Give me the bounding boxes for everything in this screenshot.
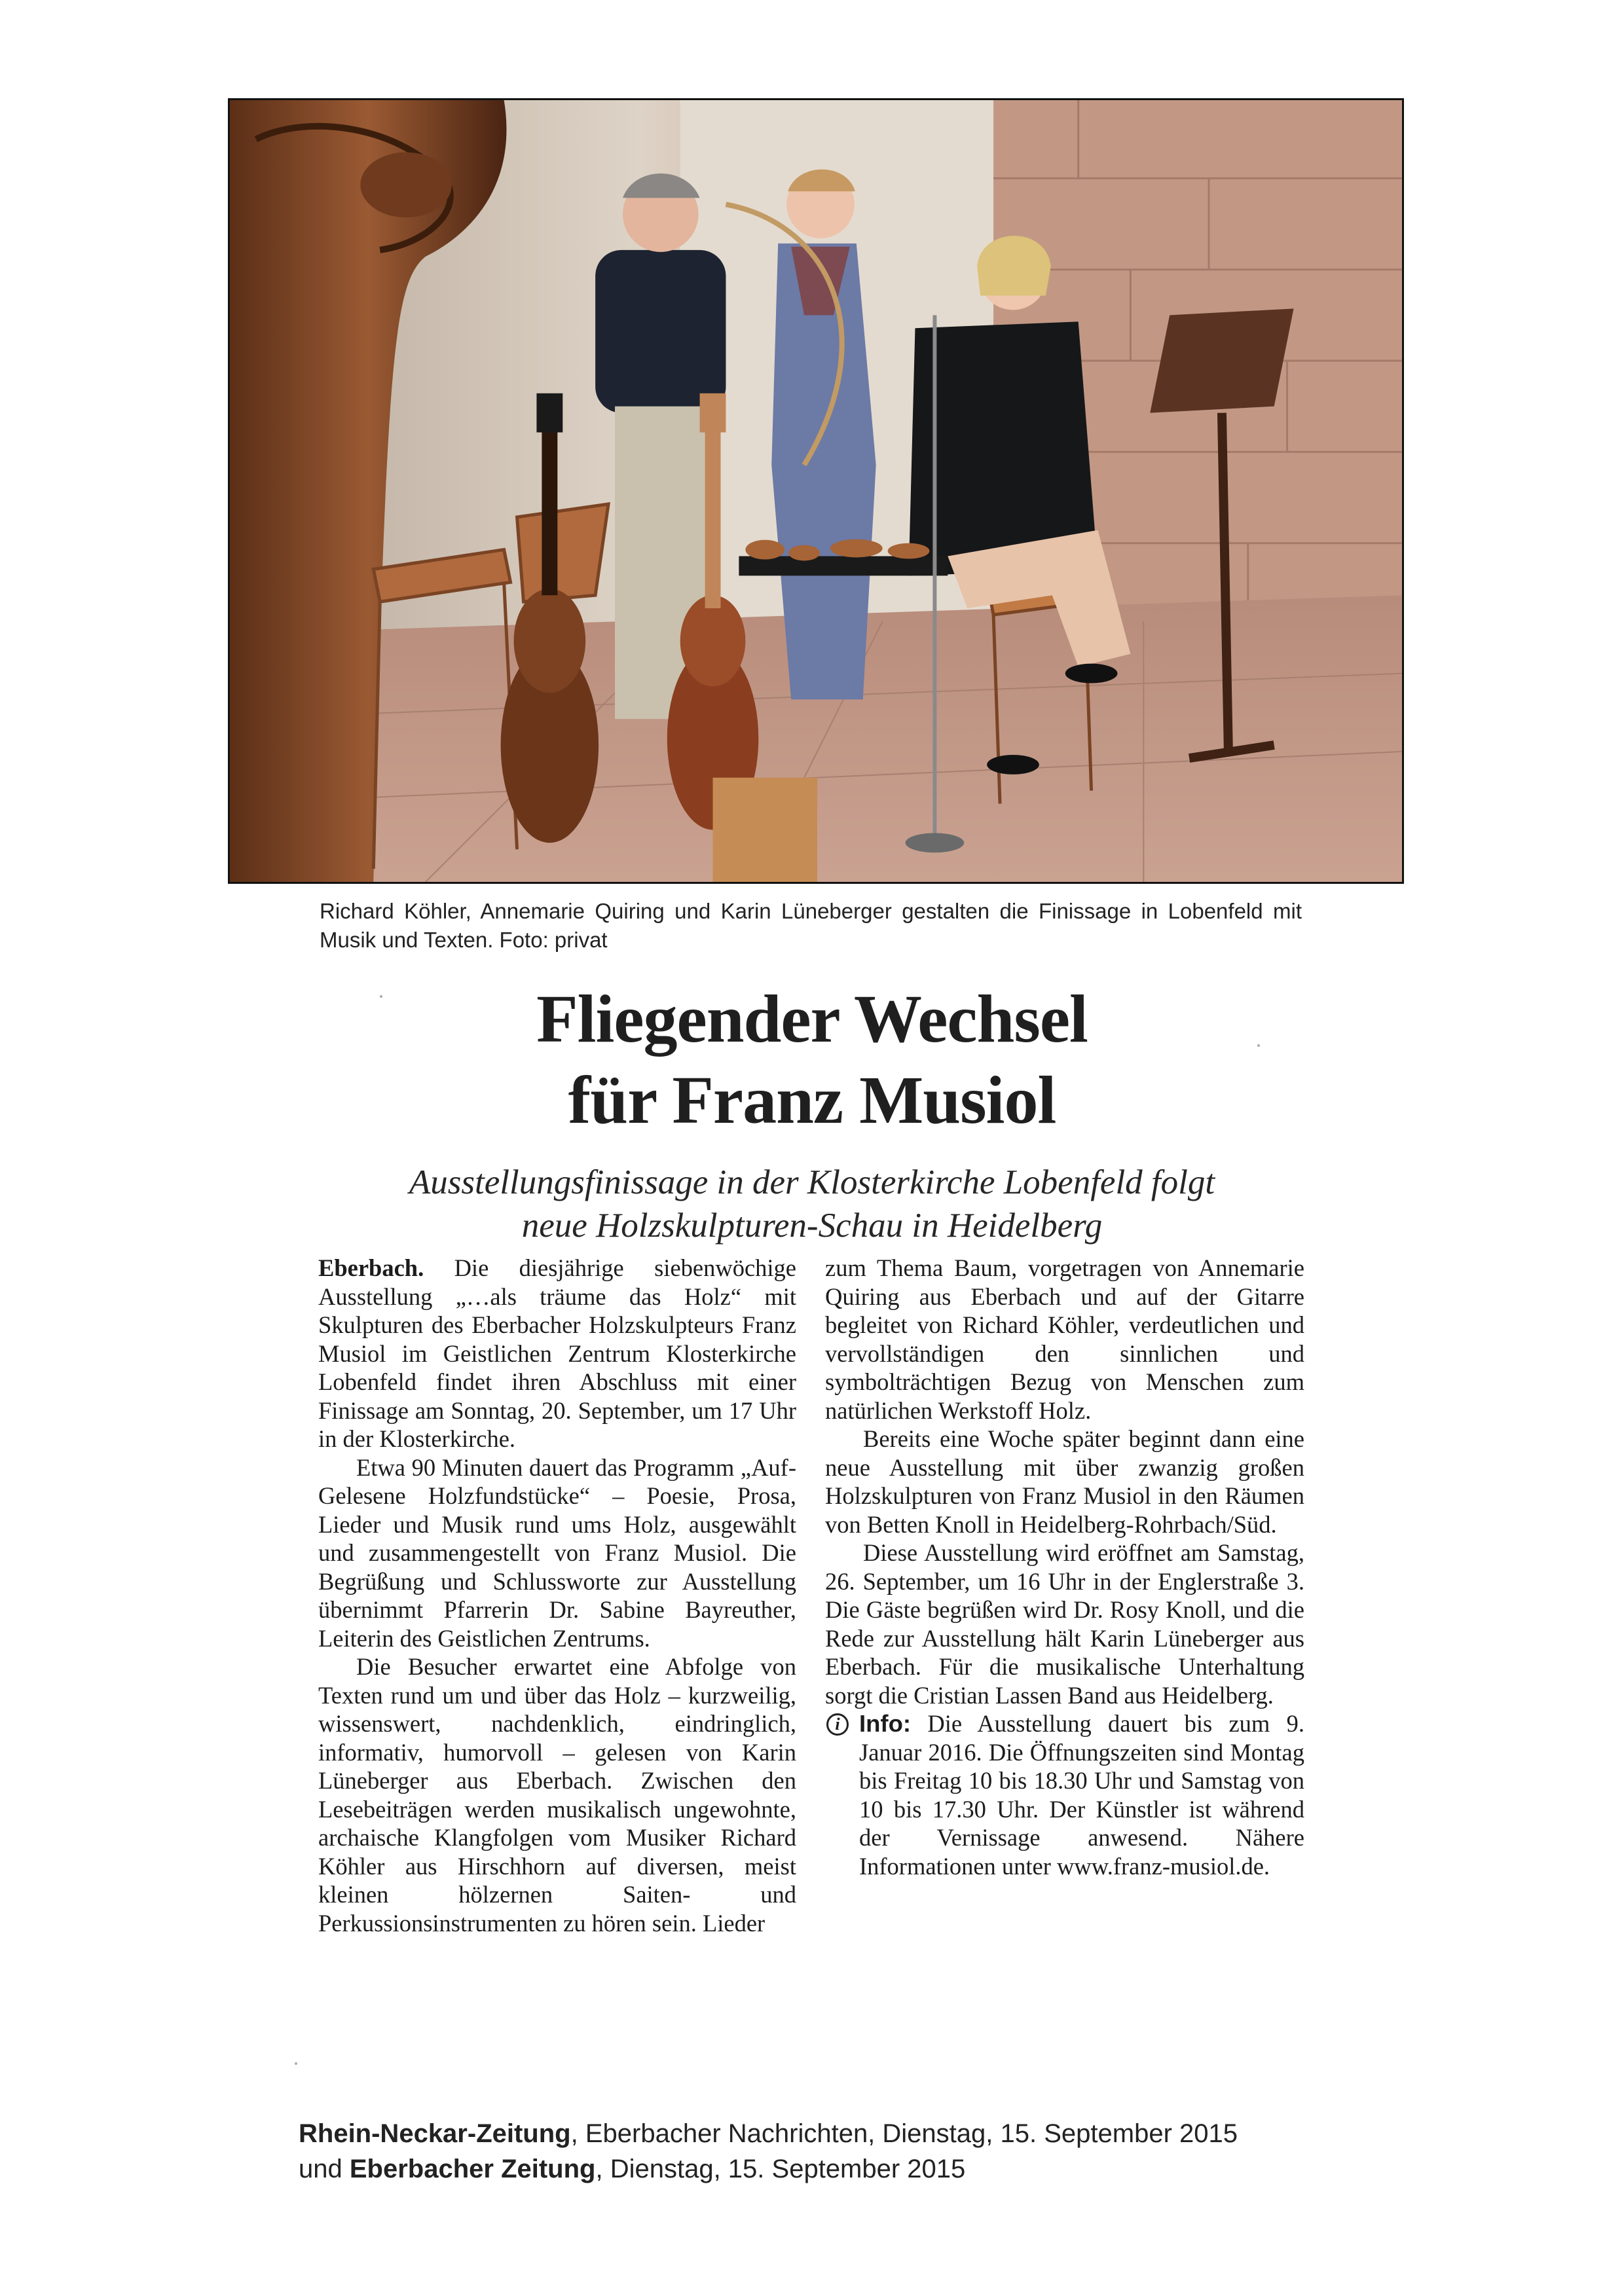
paragraph-1-text: Die diesjährige siebenwöchige Ausstellung „…als träume das Holz“ mit Skulpturen des Eberbacher Holzskulpteurs Franz Musiol im Geistlichen Zentrum Klosterkirche Lobenfeld findet ihren Abschluss mit einer Finissage am Sonntag, 20. September, um 17 Uhr in der Klosterkirche. bbox=[318, 1254, 796, 1452]
source-paper-2: Eberbacher Zeitung bbox=[349, 2155, 596, 2183]
source-line-1 bbox=[299, 2116, 1399, 2151]
photo-caption: Richard Köhler, Annemarie Quiring und Karin Lüneberger gestalten die Finissage in Lobenfeld mit Musik und Texten. Foto: privat bbox=[320, 899, 1302, 952]
source-paper-1: Rhein-Neckar-Zeitung bbox=[299, 2119, 571, 2148]
paragraph-4: Bereits eine Woche später beginnt dann eine neue Ausstellung mit über zwanzig großen Holzskulpturen von Franz Musiol in den Räumen von Betten Knoll in Heidelberg-Rohrbach/Süd. bbox=[825, 1425, 1304, 1538]
source-conjunction: und bbox=[299, 2155, 350, 2183]
source-footer bbox=[299, 2116, 1399, 2187]
scan-speck bbox=[1257, 1044, 1260, 1047]
dateline: Eberbach. bbox=[318, 1254, 424, 1281]
info-label: Info: bbox=[859, 1710, 912, 1737]
subheadline-line-2: neue Holzskulpturen-Schau in Heidelberg bbox=[521, 1207, 1103, 1245]
article-column-left bbox=[318, 1254, 796, 1937]
paragraph-3-continued: zum Thema Baum, vorgetragen von Annemarie Quiring aus Eberbach und auf der Gitarre begleitet von Richard Köhler, verdeutlichen und vervollständigen den sinnlichen und symbolträchtigen Bezug von Menschen zum natürlichen Werkstoff Holz. bbox=[825, 1254, 1304, 1424]
source-line-2 bbox=[299, 2151, 1399, 2187]
scan-speck bbox=[295, 2062, 297, 2065]
source-paper-2-details: , Dienstag, 15. September 2015 bbox=[595, 2155, 966, 2183]
scan-speck bbox=[380, 995, 382, 998]
article-column-right bbox=[825, 1254, 1304, 1880]
photo-illustration bbox=[230, 100, 1402, 882]
paragraph-3: Die Besucher erwartet eine Abfolge von Texten rund um und über das Holz – kurzweilig, wissenswert, nachdenklich, eindringlich, informativ, humorvoll – gelesen von Karin Lüneberger aus Eberbach. Zwischen den Lesebeiträgen werden musikalisch ungewohnte, archaische Klangfolgen vom Musiker Richard Köhler aus Hirschhorn auf diversen, meist kleinen hölzernen Saiten- und Perkussionsinstrumenten zu hören sein. Lieder bbox=[318, 1653, 796, 1937]
info-icon: i bbox=[826, 1713, 849, 1736]
info-text: Die Ausstellung dauert bis zum 9. Januar 2016. Die Öffnungszeiten sind Montag bis Freitag 10 bis 18.30 Uhr und Samstag von 10 bis 17.30 Uhr. Der Künstler ist während der Vernissage anwesend. Nähere Informationen unter www.franz-musiol.de. bbox=[859, 1710, 1304, 1880]
subheadline-line-1: Ausstellungsfinissage in der Klosterkirche Lobenfeld folgt bbox=[409, 1163, 1215, 1201]
paragraph-5: Diese Ausstellung wird eröffnet am Samstag, 26. September, um 16 Uhr in der Englerstraße 3. Die Gäste begrüßen wird Dr. Rosy Knoll, und die Rede zur Ausstellung hält Karin Lüneberger aus Eberbach. Für die musikalische Unterhaltung sorgt die Cristian Lassen Band aus Heidelberg. bbox=[825, 1539, 1304, 1709]
info-box bbox=[825, 1709, 1304, 1880]
headline-line-2: für Franz Musiol bbox=[568, 1063, 1056, 1138]
subheadline bbox=[262, 1161, 1362, 1247]
paragraph-2: Etwa 90 Minuten dauert das Programm „Auf-Gelesene Holzfundstücke“ – Poesie, Prosa, Lieder und Musik rund ums Holz, ausgewählt und zusammengestellt von Franz Musiol. Die Begrüßung und Schlussworte zur Ausstellung übernimmt Pfarrerin Dr. Sabine Bayreuther, Leiterin des Geistlichen Zentrums. bbox=[318, 1453, 796, 1652]
paragraph-1 bbox=[318, 1254, 796, 1453]
article-photo bbox=[228, 98, 1404, 884]
headline-line-1: Fliegender Wechsel bbox=[536, 981, 1088, 1057]
headline bbox=[196, 979, 1428, 1141]
source-paper-1-details: , Eberbacher Nachrichten, Dienstag, 15. September 2015 bbox=[570, 2119, 1238, 2148]
